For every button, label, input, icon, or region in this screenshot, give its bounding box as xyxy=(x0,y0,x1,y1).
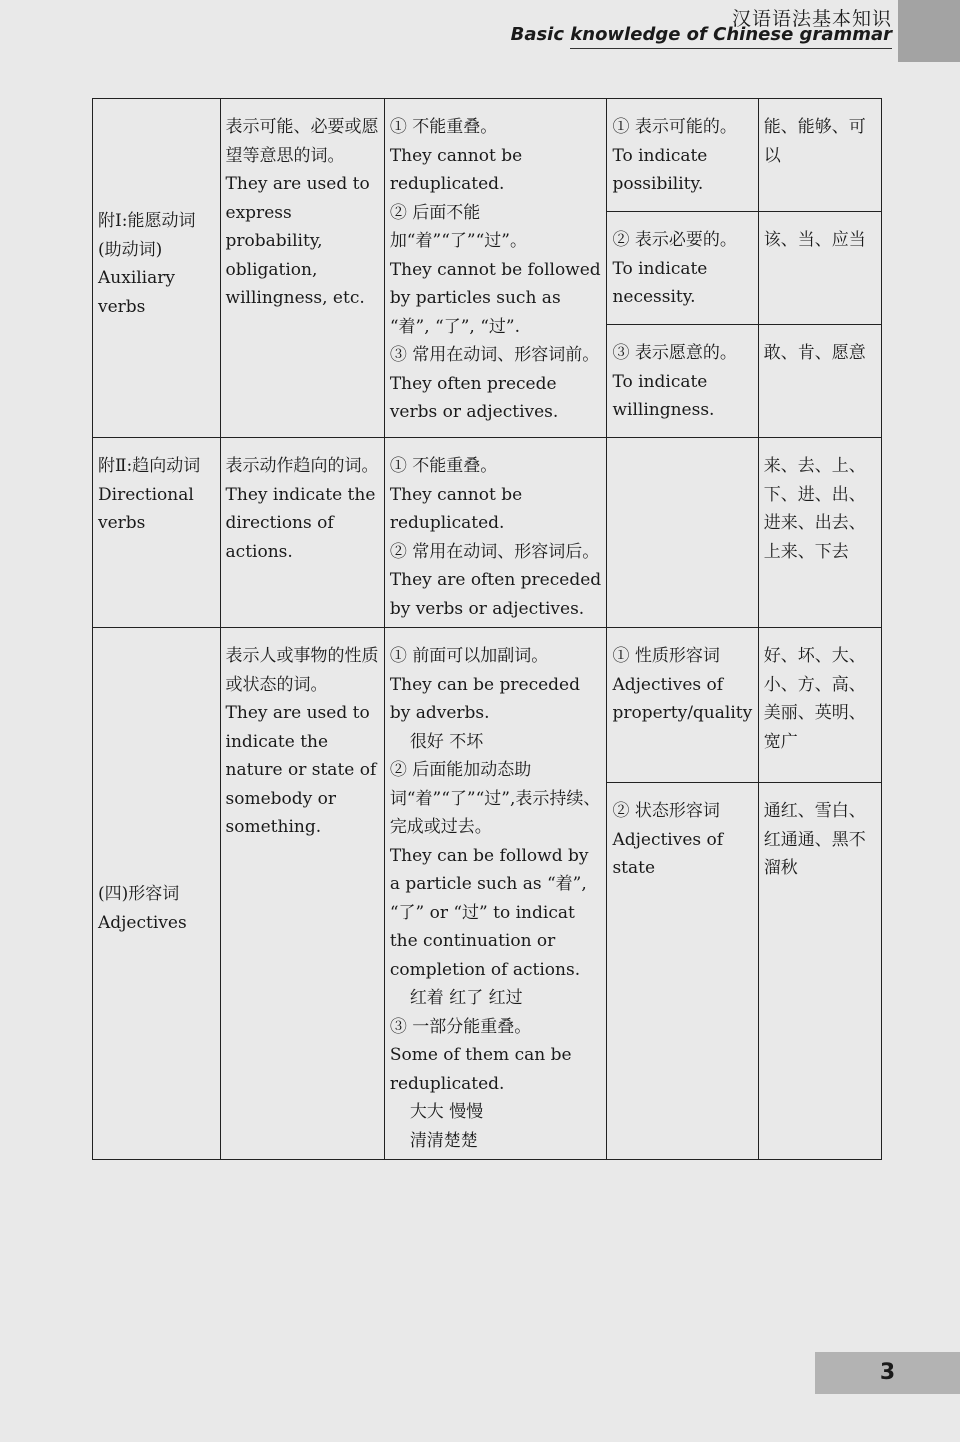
category-label-cn: (四)形容词 xyxy=(98,884,180,904)
meaning-cell xyxy=(220,99,384,438)
features-cell xyxy=(384,438,607,628)
feature-example: 很好 不坏 xyxy=(409,731,484,752)
category-label-cn: 附Ⅰ:能愿动词(助动词) xyxy=(98,211,196,260)
table-row-adjectives xyxy=(93,628,882,783)
grammar-table xyxy=(92,98,882,1160)
feature-en: They are often preceded by verbs or adjectives. xyxy=(389,570,602,619)
meaning-en: They are used to indicate the nature or state of somebody or something. xyxy=(225,703,377,837)
subtype-cell xyxy=(607,99,758,212)
subtype-cell-empty xyxy=(607,438,758,628)
examples-cell xyxy=(758,212,881,325)
subtype-en: Adjectives of property/quality xyxy=(612,674,753,723)
meaning-en: They are used to express probability, obligation, willingness, etc. xyxy=(225,174,370,308)
feature-en: They can be followd by a particle such as “着”, “了” or “过” to indicat the continuation or completion of actions. xyxy=(389,845,589,980)
feature-cn: ② 常用在动词、形容词后。 xyxy=(389,541,600,562)
meaning-cell xyxy=(220,628,384,1160)
feature-cn: ① 不能重叠。 xyxy=(389,456,498,476)
feature-en: They often precede verbs or adjectives. xyxy=(389,373,559,422)
meaning-cn: 表示可能、必要或愿望等意思的词。 xyxy=(225,117,379,166)
subtype-cn: ③ 表示愿意的。 xyxy=(612,343,737,363)
meaning-cn: 表示动作趋向的词。 xyxy=(225,456,379,476)
header-rule xyxy=(570,48,892,49)
examples-cell xyxy=(758,628,881,783)
category-label-cn: 附Ⅱ:趋向动词 xyxy=(98,456,201,476)
header-title-en: Basic knowledge of Chinese grammar xyxy=(510,24,892,45)
feature-en: They cannot be reduplicated. xyxy=(389,145,523,194)
examples-text: 敢、肯、愿意 xyxy=(763,343,866,363)
feature-cn: ② 后面不能加“着”“了”“过”。 xyxy=(389,202,527,251)
feature-en: Some of them can be reduplicated. xyxy=(389,1045,572,1094)
examples-cell xyxy=(758,325,881,438)
examples-cell xyxy=(758,783,881,1160)
examples-cell xyxy=(758,99,881,212)
category-cell xyxy=(93,438,221,628)
examples-text: 来、去、上、下、进、出、进来、出去、上来、下去 xyxy=(763,456,866,562)
feature-en: They cannot be followed by particles such as “着”, “了”, “过”. xyxy=(389,259,601,337)
feature-cn: ③ 一部分能重叠。 xyxy=(389,1016,532,1037)
subtype-cell xyxy=(607,783,758,1160)
subtype-cn: ② 状态形容词 xyxy=(612,801,720,821)
feature-en: They cannot be reduplicated. xyxy=(389,484,523,533)
subtype-en: To indicate willingness. xyxy=(612,371,715,420)
subtype-en: To indicate necessity. xyxy=(612,258,708,307)
feature-cn: ① 前面可以加副词。 xyxy=(389,646,549,666)
examples-cell xyxy=(758,438,881,628)
feature-example: 大大 慢慢 xyxy=(409,1102,484,1122)
category-label-en: Directional verbs xyxy=(98,484,194,533)
subtype-en: To indicate possibility. xyxy=(612,145,708,194)
page-number: 3 xyxy=(815,1352,960,1394)
category-label-en: Adjectives xyxy=(98,912,187,933)
table-row-auxiliary xyxy=(93,99,882,212)
subtype-en: Adjectives of state xyxy=(612,829,724,878)
examples-text: 通红、雪白、红通通、黑不溜秋 xyxy=(763,801,866,878)
feature-cn: ③ 常用在动词、形容词前。 xyxy=(389,345,600,365)
examples-text: 该、当、应当 xyxy=(763,230,866,250)
feature-en: They can be preceded by adverbs. xyxy=(389,674,580,723)
table-row-directional xyxy=(93,438,882,628)
subtype-cell xyxy=(607,212,758,325)
meaning-cell xyxy=(220,438,384,628)
feature-example: 清清楚楚 xyxy=(409,1130,478,1151)
running-header xyxy=(0,0,960,62)
category-label-en: Auxiliary verbs xyxy=(98,268,175,317)
features-cell xyxy=(384,99,607,438)
features-cell xyxy=(384,628,607,1160)
examples-text: 能、能够、可以 xyxy=(763,117,866,166)
category-cell xyxy=(93,628,221,1160)
subtype-cn: ① 性质形容词 xyxy=(612,646,720,666)
subtype-cell xyxy=(607,325,758,438)
feature-example: 红着 红了 红过 xyxy=(409,988,523,1008)
subtype-cn: ① 表示可能的。 xyxy=(612,117,737,137)
meaning-cn: 表示人或事物的性质或状态的词。 xyxy=(225,646,379,695)
examples-text: 好、坏、大、小、方、高、美丽、英明、宽广 xyxy=(763,646,866,752)
category-cell xyxy=(93,99,221,438)
feature-cn: ① 不能重叠。 xyxy=(389,117,498,137)
header-tab xyxy=(898,0,960,62)
feature-cn: ② 后面能加动态助词“着”“了”“过”,表示持续、完成或过去。 xyxy=(389,760,601,837)
meaning-en: They indicate the directions of actions. xyxy=(225,484,376,562)
header-title-cn: 汉语语法基本知识 xyxy=(731,8,892,30)
subtype-cn: ② 表示必要的。 xyxy=(612,230,737,250)
subtype-cell xyxy=(607,628,758,783)
